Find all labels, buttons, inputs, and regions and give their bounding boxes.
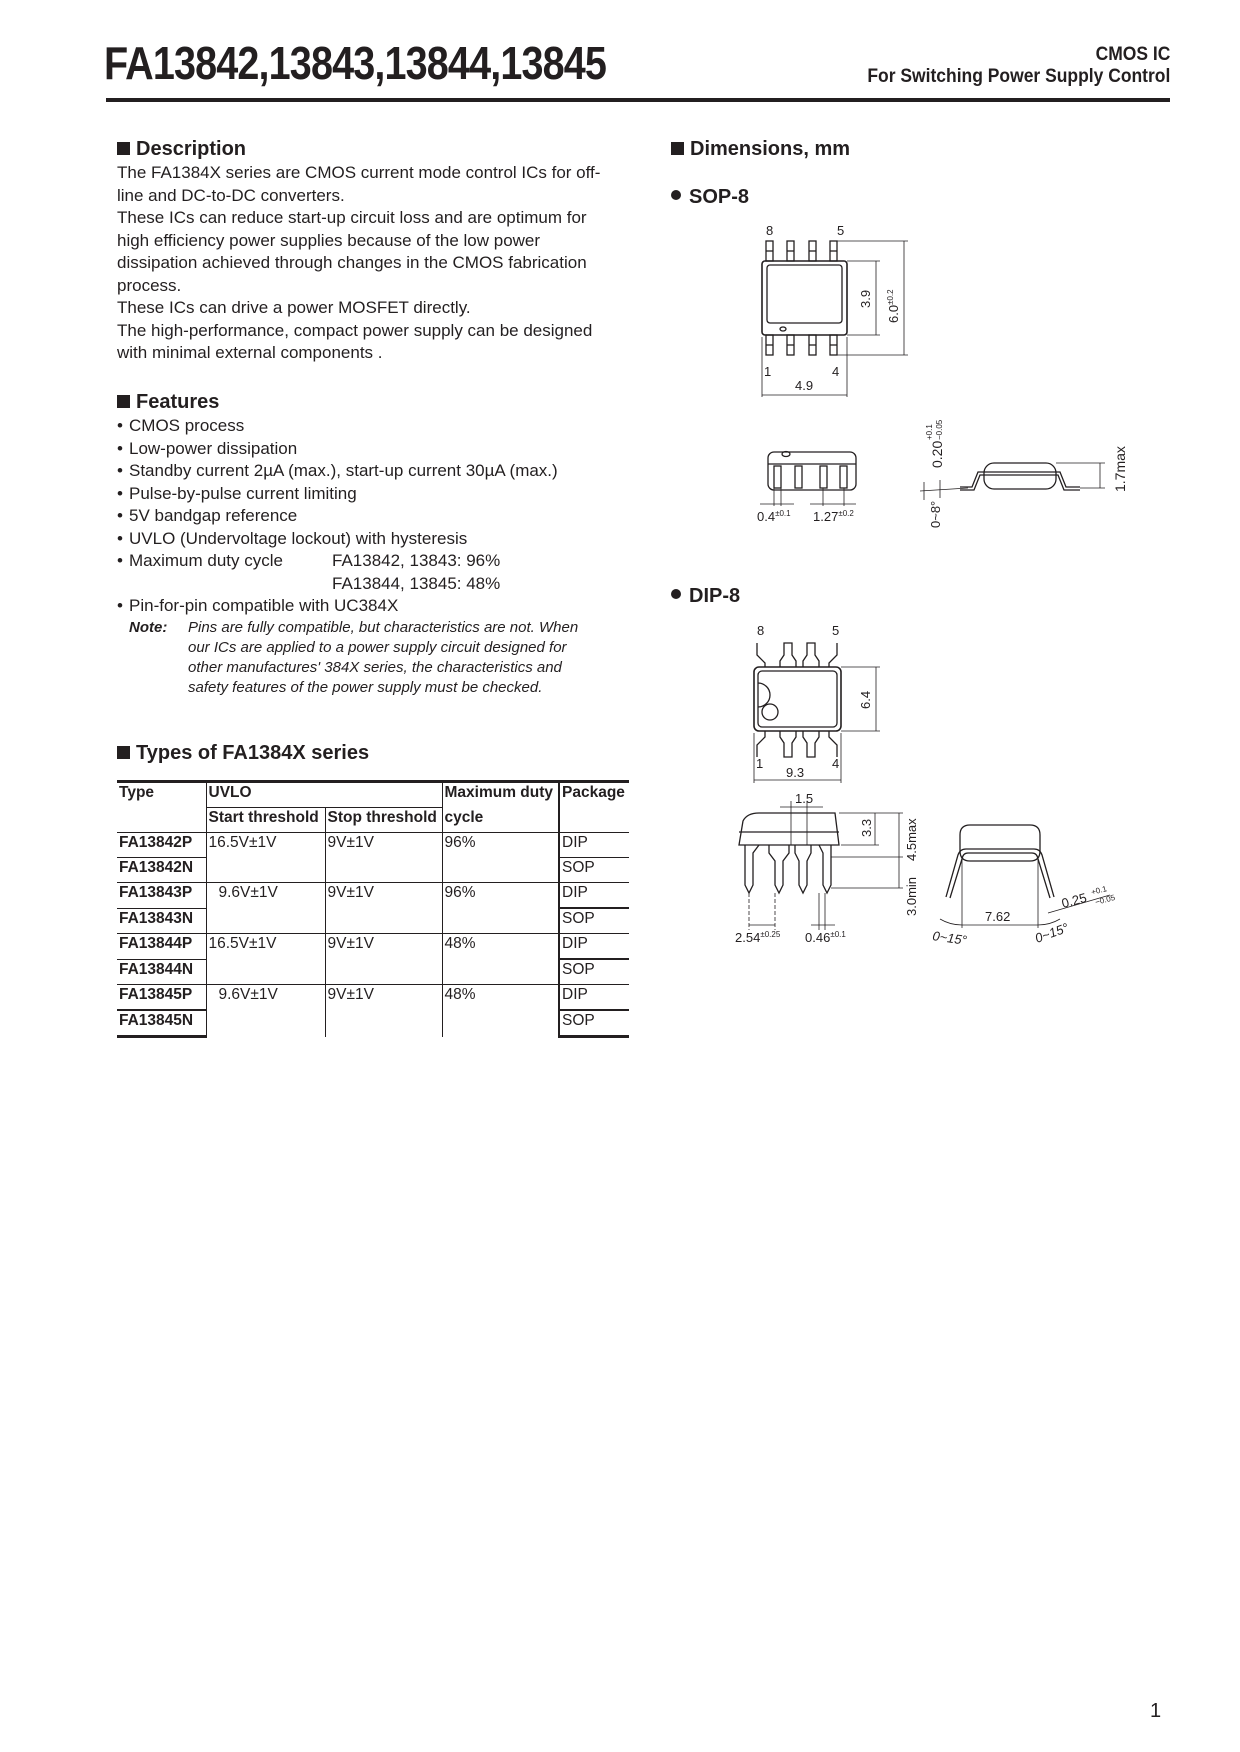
note-text: Pins are fully compatible, but characteristics are not. When our ICs are applied to a power supply circuit designed for other manufactures' 384X series, the characteristics and safety features of the power supply must be checked. xyxy=(188,618,579,697)
svg-text:0.20: 0.20 xyxy=(929,440,945,468)
header-type: Type xyxy=(117,782,206,833)
svg-text:−0.05: −0.05 xyxy=(1094,892,1117,907)
feature-duty-cycle xyxy=(117,550,588,573)
header-subtitle xyxy=(867,44,1170,88)
features-list xyxy=(117,415,588,699)
description-heading: Description xyxy=(117,138,246,161)
svg-text:8: 8 xyxy=(757,625,765,638)
header-stop: Stop threshold xyxy=(325,808,442,833)
svg-text:5: 5 xyxy=(832,625,840,638)
table-row: FA13843P 9.6V±1V 9V±1V 96% DIP xyxy=(117,883,629,909)
svg-text:1: 1 xyxy=(764,364,772,379)
header-duty: Maximum duty xyxy=(442,782,559,808)
table-row: FA13844N SOP xyxy=(117,959,629,985)
svg-text:0~15°: 0~15° xyxy=(931,928,968,948)
round-bullet-icon xyxy=(671,589,681,599)
feature-duty-cycle-2 xyxy=(117,573,588,596)
svg-text:8: 8 xyxy=(766,225,774,238)
svg-text:4: 4 xyxy=(832,364,840,379)
dip8-front-view-drawing xyxy=(735,785,925,945)
svg-text:+0.1: +0.1 xyxy=(1090,884,1108,897)
svg-text:−0.05: −0.05 xyxy=(935,419,944,440)
svg-text:7.62: 7.62 xyxy=(985,909,1011,924)
feature-item: • Low-power dissipation xyxy=(117,438,588,461)
description-paragraph: These ICs can drive a power MOSFET directly. xyxy=(117,298,471,317)
description-paragraph: These ICs can reduce start-up circuit loss and are optimum for high efficiency power supplies because of the low power dissipation achieved through changes in the CMOS fabrication process. xyxy=(117,208,587,295)
compat-note xyxy=(129,618,588,699)
feature-item: • CMOS process xyxy=(117,415,588,438)
feature-item: • Pin-for-pin compatible with UC384X xyxy=(117,595,588,618)
svg-text:0.46±0.1: $0.46^{\pm 0.1}$ xyxy=(805,930,846,945)
svg-text:6.4: 6.4 xyxy=(858,690,873,709)
svg-text:0.25: 0.25 xyxy=(1059,889,1089,911)
sop8-side-view-drawing xyxy=(920,400,1140,535)
round-bullet-icon xyxy=(671,190,681,200)
duty-cycle-value: FA13842, 13843: 96% xyxy=(332,551,501,570)
feature-item: • UVLO (Undervoltage lockout) with hysteresis xyxy=(117,528,588,551)
table-row: FA13845P 9.6V±1V 9V±1V 48% DIP xyxy=(117,985,629,1011)
svg-text:3.9: 3.9 xyxy=(858,289,873,308)
description-paragraph: The high-performance, compact power supply can be designed with minimal external components . xyxy=(117,320,593,362)
page-number: 1 xyxy=(1150,1700,1162,1722)
svg-text:4: 4 xyxy=(832,756,840,771)
table-row: FA13843N SOP xyxy=(117,908,629,934)
feature-item: • 5V bandgap reference xyxy=(117,505,588,528)
square-bullet-icon xyxy=(117,395,130,408)
header-uvlo: UVLO xyxy=(206,782,442,808)
header-start: Start threshold xyxy=(206,808,325,833)
svg-text:1.5: 1.5 xyxy=(795,791,814,806)
types-table xyxy=(117,780,629,1038)
svg-text:5: 5 xyxy=(837,225,845,238)
svg-text:1.7max: 1.7max xyxy=(1112,446,1128,492)
description-paragraph: The FA1384X series are CMOS current mode control ICs for off-line and DC-to-DC converters. xyxy=(117,163,601,205)
dip8-top-view-drawing xyxy=(740,625,900,785)
sop8-label: SOP-8 xyxy=(671,186,749,209)
header-duty-2: cycle xyxy=(442,808,559,833)
sop8-top-view-drawing xyxy=(740,225,930,405)
sop8-front-view-drawing xyxy=(740,440,870,530)
page-title: FA13842,13843,13844,13845 xyxy=(104,37,607,89)
feature-item: • Pulse-by-pulse current limiting xyxy=(117,483,588,506)
svg-text:0~15°: 0~15° xyxy=(1032,919,1071,946)
svg-text:3.0min: 3.0min xyxy=(904,876,919,916)
dip8-side-view-drawing xyxy=(930,815,1130,955)
feature-item: • Standby current 2µA (max.), start-up current 30µA (max.) xyxy=(117,460,588,483)
svg-text:2.54±0.25: $2.54^{\pm 0.25}$ xyxy=(735,930,781,945)
note-label: Note: xyxy=(129,618,168,636)
svg-text:1: 1 xyxy=(756,756,764,771)
dimensions-heading: Dimensions, mm xyxy=(671,138,850,161)
category-label: CMOS IC xyxy=(1095,44,1170,65)
svg-text:3.3: 3.3 xyxy=(859,818,874,837)
header-package: Package xyxy=(559,782,629,808)
square-bullet-icon xyxy=(117,746,130,759)
svg-text:1.27±0.2: $1.27^{\pm 0.2}$ xyxy=(813,509,854,524)
table-row: FA13842N SOP xyxy=(117,858,629,883)
duty-cycle-label: • Maximum duty cycle xyxy=(117,550,332,573)
svg-text:+0.1: +0.1 xyxy=(925,424,934,440)
svg-text:0.4±0.1: $0.4^{\pm 0.1}$ xyxy=(757,509,791,524)
header-rule xyxy=(106,98,1170,102)
square-bullet-icon xyxy=(671,142,684,155)
svg-text:6.0±0.2: $6.0^{\pm 0.2}$ xyxy=(886,289,901,323)
svg-text:0~8°: 0~8° xyxy=(928,500,943,528)
table-header-row xyxy=(117,782,629,808)
duty-cycle-value: FA13844, 13845: 48% xyxy=(332,573,501,593)
dip8-label: DIP-8 xyxy=(671,585,740,608)
svg-text:9.3: 9.3 xyxy=(786,765,805,780)
description-body xyxy=(117,162,617,365)
table-row: FA13844P 16.5V±1V 9V±1V 48% DIP xyxy=(117,934,629,960)
svg-text:4.9: 4.9 xyxy=(795,378,814,393)
types-heading: Types of FA1384X series xyxy=(117,742,369,765)
table-row: FA13842P 16.5V±1V 9V±1V 96% DIP xyxy=(117,833,629,858)
table-row: FA13845N SOP xyxy=(117,1010,629,1037)
square-bullet-icon xyxy=(117,142,130,155)
features-heading: Features xyxy=(117,391,219,414)
svg-text:4.5max: 4.5max xyxy=(904,818,919,861)
subtitle-label: For Switching Power Supply Control xyxy=(867,66,1170,87)
